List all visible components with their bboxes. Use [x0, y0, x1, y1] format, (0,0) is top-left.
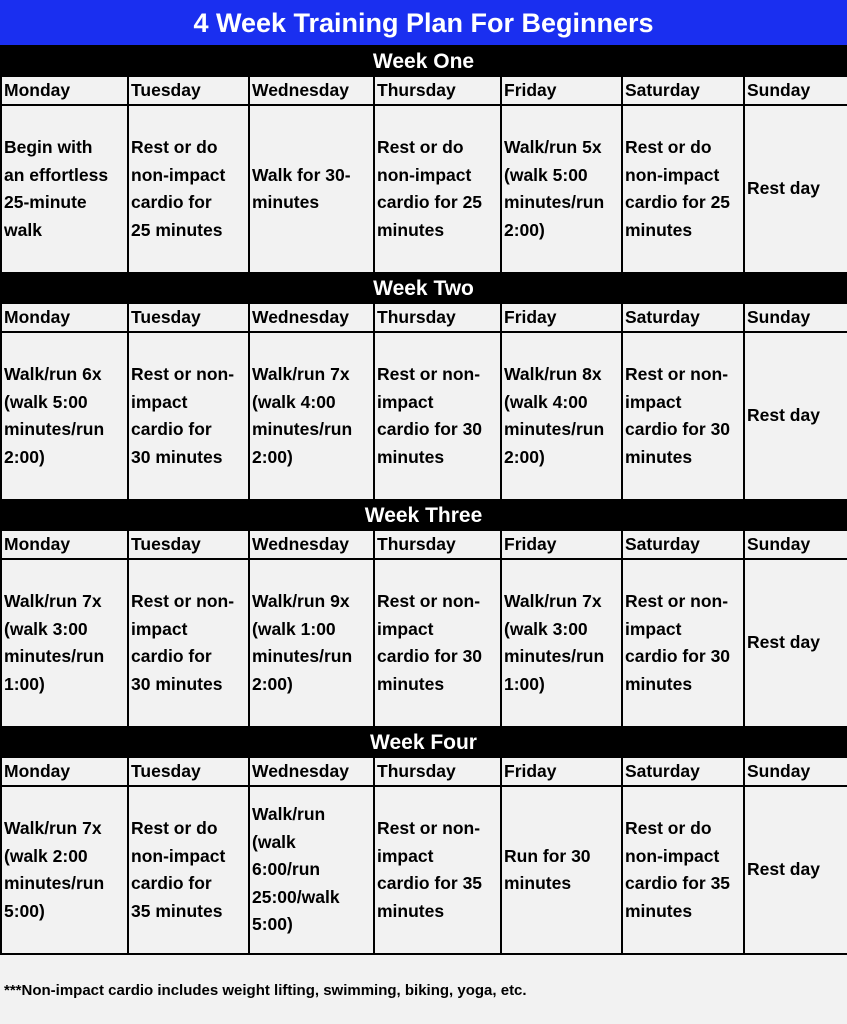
- activity-cell: Walk/run 7x (walk 2:00 minutes/run 5:00): [2, 787, 129, 955]
- activity-cell: Walk/run 6x (walk 5:00 minutes/run 2:00): [2, 333, 129, 501]
- page-title: 4 Week Training Plan For Beginners: [0, 0, 847, 47]
- activity-cell: Begin with an effortless 25-minute walk: [2, 106, 129, 274]
- week-grid: [0, 531, 847, 728]
- activity-cell: Rest or non- impact cardio for 35 minutes: [375, 787, 502, 955]
- day-header: Monday: [2, 758, 129, 787]
- week-grid: [0, 758, 847, 955]
- day-header: Wednesday: [250, 304, 375, 333]
- week-section: [0, 728, 847, 955]
- activity-cell: Rest or do non-impact cardio for 25 minutes: [375, 106, 502, 274]
- activity-cell: Walk/run 7x (walk 3:00 minutes/run 1:00): [502, 560, 623, 728]
- day-header: Monday: [2, 531, 129, 560]
- day-header: Friday: [502, 531, 623, 560]
- day-header: Sunday: [745, 531, 847, 560]
- activity-cell: Walk/run (walk 6:00/run 25:00/walk 5:00): [250, 787, 375, 955]
- day-header: Thursday: [375, 531, 502, 560]
- activity-cell: Rest or non- impact cardio for 30 minutes: [129, 560, 250, 728]
- day-header: Friday: [502, 77, 623, 106]
- activity-cell: Walk/run 5x (walk 5:00 minutes/run 2:00): [502, 106, 623, 274]
- day-header: Tuesday: [129, 77, 250, 106]
- day-header: Saturday: [623, 531, 745, 560]
- day-header: Tuesday: [129, 758, 250, 787]
- day-header: Friday: [502, 758, 623, 787]
- week-header: Week Four: [0, 728, 847, 758]
- activity-cell: Rest day: [745, 333, 847, 501]
- activity-cell: Run for 30 minutes: [502, 787, 623, 955]
- activity-cell: Walk/run 9x (walk 1:00 minutes/run 2:00): [250, 560, 375, 728]
- footnote: ***Non-impact cardio includes weight lifting, swimming, biking, yoga, etc.: [4, 982, 527, 999]
- day-header: Tuesday: [129, 531, 250, 560]
- week-grid: [0, 304, 847, 501]
- week-section: [0, 47, 847, 274]
- day-header: Sunday: [745, 77, 847, 106]
- week-section: [0, 501, 847, 728]
- day-header: Saturday: [623, 304, 745, 333]
- activity-cell: Walk/run 8x (walk 4:00 minutes/run 2:00): [502, 333, 623, 501]
- day-header: Friday: [502, 304, 623, 333]
- day-header: Tuesday: [129, 304, 250, 333]
- week-grid: [0, 77, 847, 274]
- day-header: Wednesday: [250, 758, 375, 787]
- activity-cell: Walk for 30- minutes: [250, 106, 375, 274]
- week-header: Week Two: [0, 274, 847, 304]
- day-header: Monday: [2, 304, 129, 333]
- week-header: Week One: [0, 47, 847, 77]
- day-header: Saturday: [623, 77, 745, 106]
- day-header: Wednesday: [250, 77, 375, 106]
- day-header: Monday: [2, 77, 129, 106]
- day-header: Thursday: [375, 77, 502, 106]
- activity-cell: Walk/run 7x (walk 3:00 minutes/run 1:00): [2, 560, 129, 728]
- day-header: Saturday: [623, 758, 745, 787]
- activity-cell: Rest day: [745, 106, 847, 274]
- day-header: Wednesday: [250, 531, 375, 560]
- activity-cell: Rest or do non-impact cardio for 35 minutes: [129, 787, 250, 955]
- activity-cell: Rest day: [745, 787, 847, 955]
- week-section: [0, 274, 847, 501]
- activity-cell: Rest or do non-impact cardio for 25 minutes: [623, 106, 745, 274]
- day-header: Sunday: [745, 758, 847, 787]
- week-header: Week Three: [0, 501, 847, 531]
- activity-cell: Rest or non- impact cardio for 30 minutes: [623, 560, 745, 728]
- day-header: Thursday: [375, 304, 502, 333]
- activity-cell: Rest or non- impact cardio for 30 minutes: [375, 560, 502, 728]
- activity-cell: Rest or non- impact cardio for 30 minutes: [623, 333, 745, 501]
- activity-cell: Rest or do non-impact cardio for 25 minutes: [129, 106, 250, 274]
- activity-cell: Rest or non- impact cardio for 30 minutes: [375, 333, 502, 501]
- activity-cell: Walk/run 7x (walk 4:00 minutes/run 2:00): [250, 333, 375, 501]
- activity-cell: Rest or do non-impact cardio for 35 minutes: [623, 787, 745, 955]
- activity-cell: Rest or non- impact cardio for 30 minutes: [129, 333, 250, 501]
- day-header: Thursday: [375, 758, 502, 787]
- activity-cell: Rest day: [745, 560, 847, 728]
- day-header: Sunday: [745, 304, 847, 333]
